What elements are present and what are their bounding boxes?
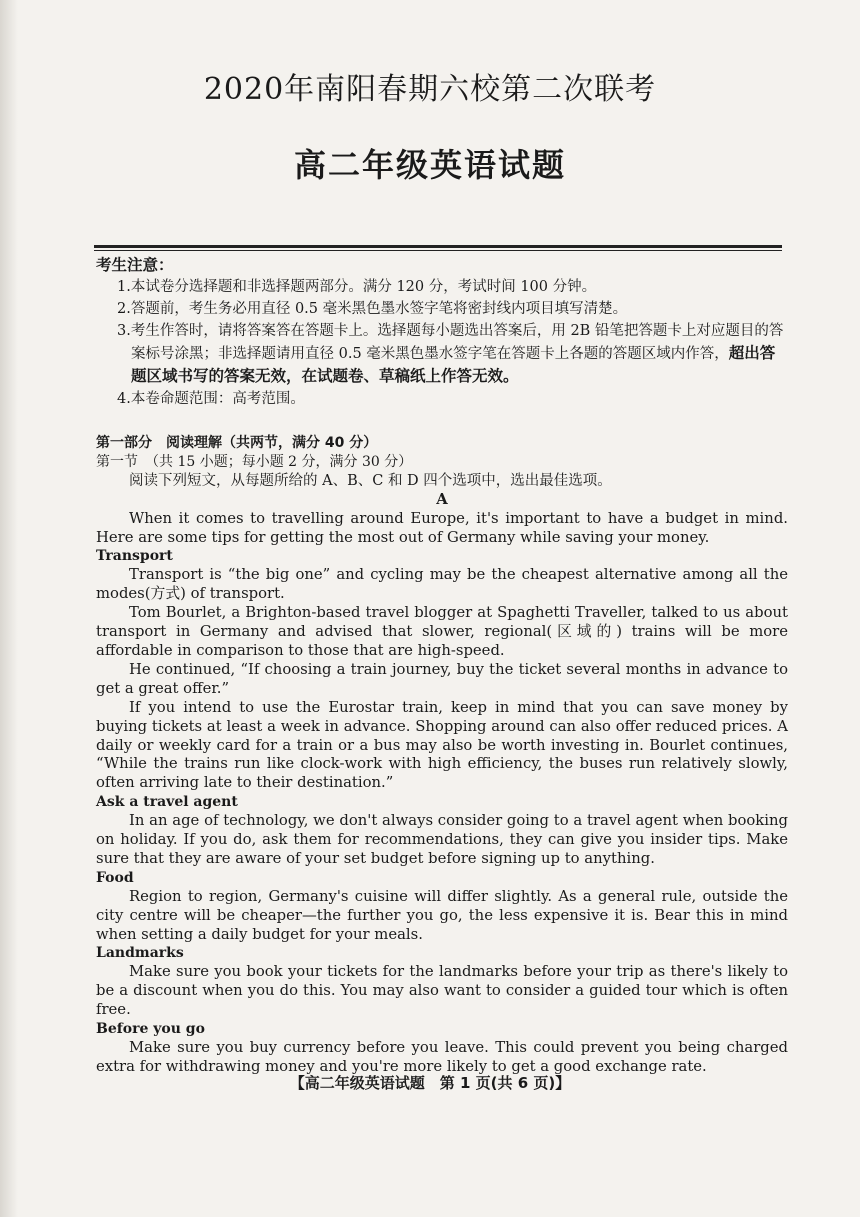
exam-subtitle: 高二年级英语试题: [293, 146, 566, 184]
subpart-heading: 第一节 （共 15 小题；每小题 2 分，满分 30 分）: [96, 453, 413, 470]
paragraph-travel-agent: In an age of technology, we don't always consider going to a travel agent when booking on holiday. If you do, ask them for recommendations, they can give you insider tips. Make sure that they are aware of your set budget before signing up to anything.: [96, 812, 788, 867]
notice-item-3-text: 3.考生作答时，请将答案答在答题卡上。选择题每小题选出答案后，用 2B 铅笔把答题卡上对应题目的答案标号涂黑；非选择题请用直径 0.5 毫米黑色墨水签字笔在答题卡上各题的答题区域内作答，: [117, 323, 784, 362]
header-rule-thick: [94, 245, 782, 248]
paragraph-food: Region to region, Germany's cuisine will differ slightly. As a general rule, outside the city centre will be cheaper—the further you go, the less expensive it is. Bear this in mind when setting a daily budget for your meals.: [96, 887, 788, 943]
reading-section: [96, 434, 788, 1077]
heading-food: Food: [96, 869, 134, 886]
notice-title: 考生注意：: [96, 255, 174, 274]
notice-block: [96, 254, 788, 410]
exam-title: 2020年南阳春期六校第二次联考: [203, 72, 657, 107]
page-footer: 【高二年级英语试题 第 1 页(共 6 页)】: [289, 1074, 571, 1092]
heading-before-you-go: Before you go: [96, 1021, 205, 1038]
heading-transport: Transport: [96, 548, 173, 565]
passage-label: A: [436, 490, 448, 508]
paragraph-transport-4: If you intend to use the Eurostar train, keep in mind that you can save money by buying tickets at least a week in advance. Shopping around can also offer reduced prices. A daily or weekly card for a train or a bus may also be worth investing in. Bourlet continues, “While the trains run like clock-work with high efficiency, the buses run relatively slowly, often arriving late to their destination.”: [96, 698, 788, 792]
paragraph-before-you-go: Make sure you buy currency before you leave. This could prevent you being charged extra for withdrawing money and you're more likely to get a good exchange rate.: [96, 1039, 788, 1075]
notice-item-3: [96, 320, 788, 388]
header-rule-thin: [94, 250, 782, 251]
notice-item-3-emphasis: 超出答题区域书写的答案无效，在试题卷、草稿纸上作答无效。: [131, 344, 776, 385]
passage-intro: When it comes to travelling around Europe, it's important to have a budget in mind. Here are some tips for getting the most out of Germany while saving your money.: [96, 509, 788, 546]
instruction-text: 阅读下列短文，从每题所给的 A、B、C 和 D 四个选项中，选出最佳选项。: [129, 472, 612, 489]
notice-item-1: 1.本试卷分选择题和非选择题两部分。满分 120 分，考试时间 100 分钟。: [117, 279, 597, 295]
notice-item-4: 4.本卷命题范围：高考范围。: [117, 391, 305, 407]
heading-travel-agent: Ask a travel agent: [96, 794, 238, 811]
notice-item-2: 2.答题前，考生务必用直径 0.5 毫米黑色墨水签字笔将密封线内项目填写清楚。: [117, 301, 628, 317]
heading-landmarks: Landmarks: [96, 945, 184, 962]
paragraph-landmarks: Make sure you book your tickets for the landmarks before your trip as there's likely to be a discount when you do this. You may also want to consider a guided tour which is often free.: [96, 963, 788, 1019]
paragraph-transport-1: Transport is “the big one” and cycling may be the cheapest alternative among all the modes(方式) of transport.: [96, 566, 788, 603]
paragraph-transport-2: Tom Bourlet, a Brighton-based travel blogger at Spaghetti Traveller, talked to us about transport in Germany and advised that slower, regional(区域的) trains will be more affordable in comparison to those that are high-speed.: [96, 604, 788, 659]
part-heading: 第一部分 阅读理解（共两节，满分 40 分）: [96, 435, 378, 451]
paragraph-transport-3: He continued, “If choosing a train journey, buy the ticket several months in advance to get a great offer.”: [96, 660, 788, 697]
